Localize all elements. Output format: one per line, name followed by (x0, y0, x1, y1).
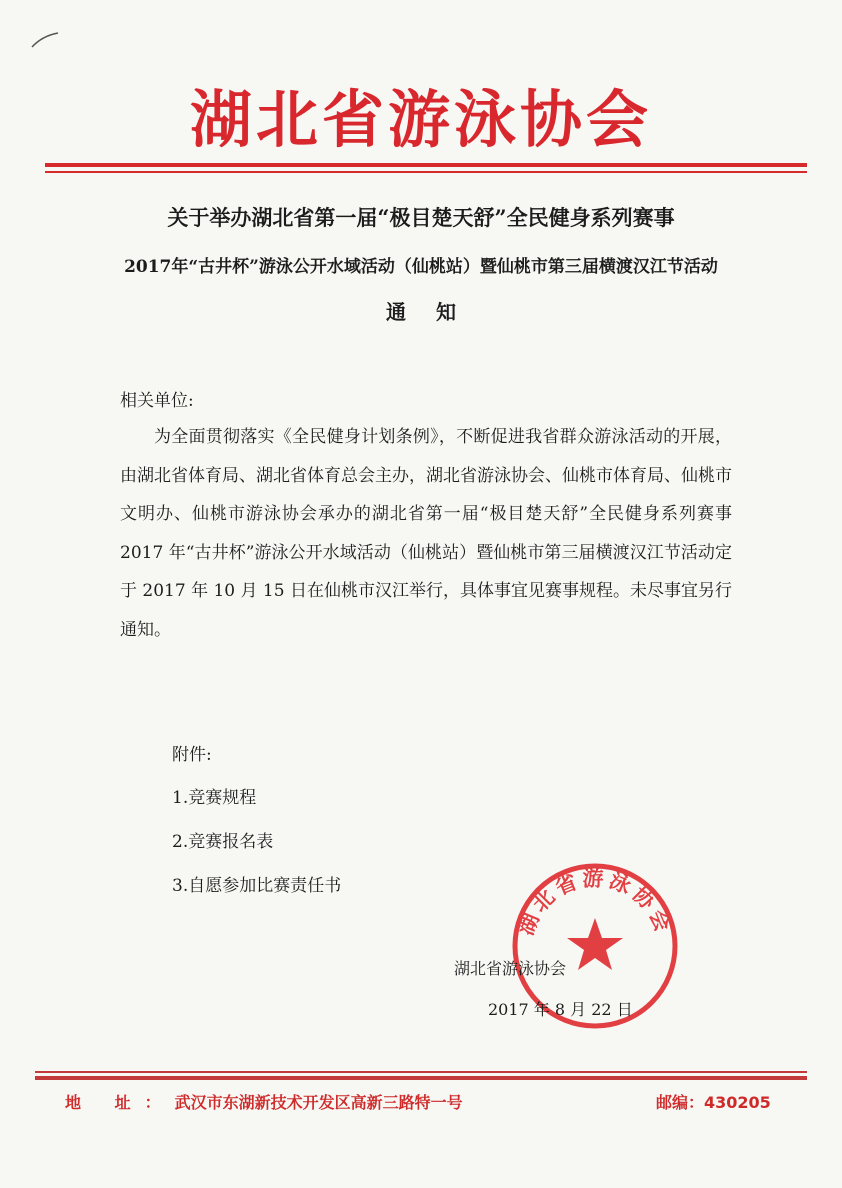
footer-rule-thin (35, 1071, 807, 1073)
salutation: 相关单位: (120, 391, 194, 411)
footer-address-value: 武汉市东湖新技术开发区高新三路特一号 (174, 1093, 463, 1112)
attachment-item: 2.竞赛报名表 (172, 832, 274, 852)
seal-star-icon (567, 918, 623, 970)
attachment-item: 3.自愿参加比赛责任书 (172, 876, 342, 896)
signature-date: 2017 年 8 月 22 日 (488, 1000, 633, 1019)
signature-org: 湖北省游泳协会 (454, 959, 567, 978)
footer-address-label: 地 址： (65, 1093, 175, 1112)
document-title-notice: 通知 (386, 300, 486, 324)
seal-text: 湖北省游泳协会 (513, 866, 677, 939)
footer-rule-thick (35, 1076, 807, 1080)
body-paragraph: 为全面贯彻落实《全民健身计划条例》，不断促进我省群众游泳活动的开展，由湖北省体育局、湖北省体育总会主办，湖北省游泳协会、仙桃市体育局、仙桃市文明办、仙桃市游泳协会承办的湖北省第一届“极目楚天舒”全民健身系列赛事 2017 年“古井杯”游泳公开水域活动（仙桃站）暨仙桃市第三届横渡汉江节活动定于 2017 年 10 月 15 日在仙桃市汉江举行，具体事宜见赛事规程。未尽事宜另行通知。 (120, 427, 732, 640)
footer-postcode: 邮编：430205 (656, 1093, 771, 1112)
attachment-item: 1.竞赛规程 (172, 788, 257, 808)
attachments-heading: 附件: (172, 745, 212, 765)
footer-address (65, 1090, 463, 1113)
letterhead-rule-thin (45, 171, 807, 173)
letterhead-rule-thick (45, 163, 807, 167)
attachments-list (172, 783, 341, 915)
document-title-line1: 关于举办湖北省第一届“极目楚天舒”全民健身系列赛事 (167, 205, 675, 230)
letterhead-title: 湖北省游泳协会 (189, 83, 652, 156)
pen-mark (30, 30, 60, 50)
document-title-line2: 2017年“古井杯”游泳公开水域活动（仙桃站）暨仙桃市第三届横渡汉江节活动 (124, 257, 718, 277)
